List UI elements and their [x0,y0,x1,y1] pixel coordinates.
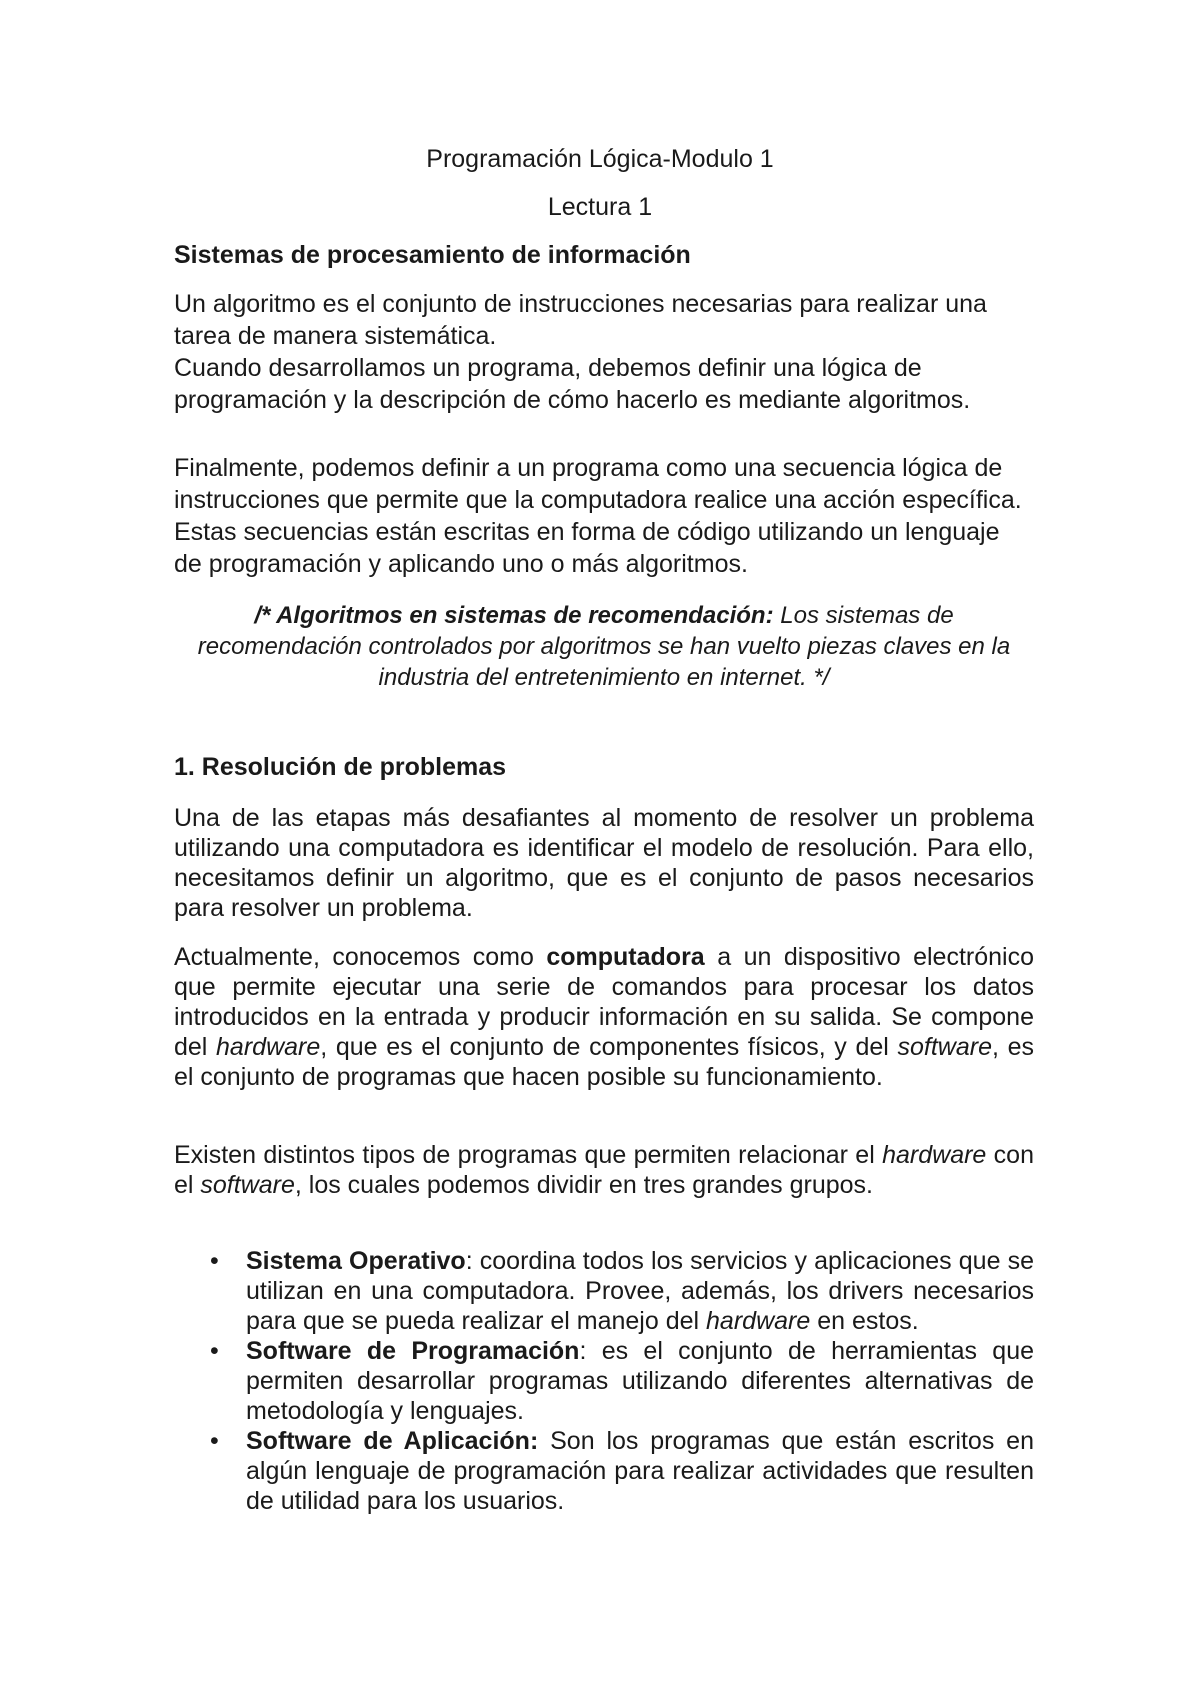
section-heading-resolucion [174,752,1034,782]
paragraph-line-1: Un algoritmo es el conjunto de instrucciones necesarias para realizar una tarea de manera sistemática. [174,290,987,350]
paragraph-algoritmo [174,288,1034,416]
list-item-text: : es el conjunto de herramientas que permiten desarrollar programas utilizando diferentes alternativas de metodología y lenguajes. [246,1337,1035,1425]
text-run: , es el conjunto de programas que hacen posible su funcionamiento. [174,1033,1034,1091]
note-text: Los sistemas de recomendación controlados por algoritmos se han vuelto piezas claves en la industria del entretenimiento en internet. */ [197,602,1011,691]
paragraph-text [174,942,1034,1092]
program-types-list [174,1246,1034,1516]
list-item-term: Sistema Operativo [246,1247,466,1275]
bullet-list [174,1246,1034,1516]
paragraph-etapas [174,803,1034,923]
term-software: software [897,1033,992,1061]
paragraph-line-2: Cuando desarrollamos un programa, debemos definir una lógica de programación y la descripción de cómo hacerlo es mediante algoritmos. [174,354,971,414]
paragraph-existen [174,1140,1034,1200]
lecture-title: Lectura 1 [547,193,653,221]
paragraph-finalmente [174,452,1034,580]
text-run: , que es el conjunto de componentes físicos, y del [320,1033,898,1061]
heading-text: Sistemas de procesamiento de información [174,241,691,269]
term-computadora: computadora [546,943,705,971]
text-run: a un dispositivo electrónico que permite ejecutar una serie de comandos para procesar los datos introducidos en la entrada y producir información en su salida. Se compone del [174,943,1034,1061]
list-item [174,1426,1034,1516]
bullet-icon: • [210,1337,219,1365]
bullet-icon: • [210,1247,219,1275]
list-item-term: Software de Aplicación: [246,1427,539,1455]
text-run: , los cuales podemos dividir en tres grandes grupos. [294,1171,873,1199]
term-software: software [200,1171,295,1199]
term-hardware: hardware [216,1033,321,1061]
list-item-text: Son los programas que están escritos en algún lenguaje de programación para realizar actividades que resulten de utilidad para los usuarios. [246,1427,1034,1515]
note-bold-lead: /* Algoritmos en sistemas de recomendación: [254,602,774,629]
term-hardware: hardware [706,1307,811,1335]
note-paragraph [174,600,1034,693]
paragraph-computadora [174,942,1034,1092]
heading-text: 1. Resolución de problemas [174,753,507,781]
list-item-text: en estos. [810,1307,919,1335]
module-title: Programación Lógica-Modulo 1 [426,145,774,173]
paragraph-text: Una de las etapas más desafiantes al momento de resolver un problema utilizando una computadora es identificar el modelo de resolución. Para ello, necesitamos definir un algoritmo, que es el conjunto de pasos necesarios para resolver un problema. [174,804,1034,922]
text-run: Actualmente, conocemos como [174,943,547,971]
paragraph-text: Finalmente, podemos definir a un programa como una secuencia lógica de instrucciones que permite que la computadora realice una acción específica. Estas secuencias están escritas en forma de código utilizando un lenguaje de programación y aplicando uno o más algoritmos. [174,454,1022,578]
term-hardware: hardware [882,1141,987,1169]
note-block [174,600,1034,693]
bullet-icon: • [210,1427,219,1455]
paragraph-text [174,1140,1034,1200]
text-run: con el [174,1141,1034,1199]
list-item [174,1246,1034,1336]
list-item-text: : coordina todos los servicios y aplicaciones que se utilizan en una computadora. Provee, además, los drivers necesarios para que se pueda realizar el manejo del [246,1247,1035,1335]
list-item [174,1336,1034,1426]
section-heading-sistemas [174,240,1034,270]
text-run: Existen distintos tipos de programas que permiten relacionar el [174,1141,883,1169]
list-item-term: Software de Programación [246,1337,580,1365]
